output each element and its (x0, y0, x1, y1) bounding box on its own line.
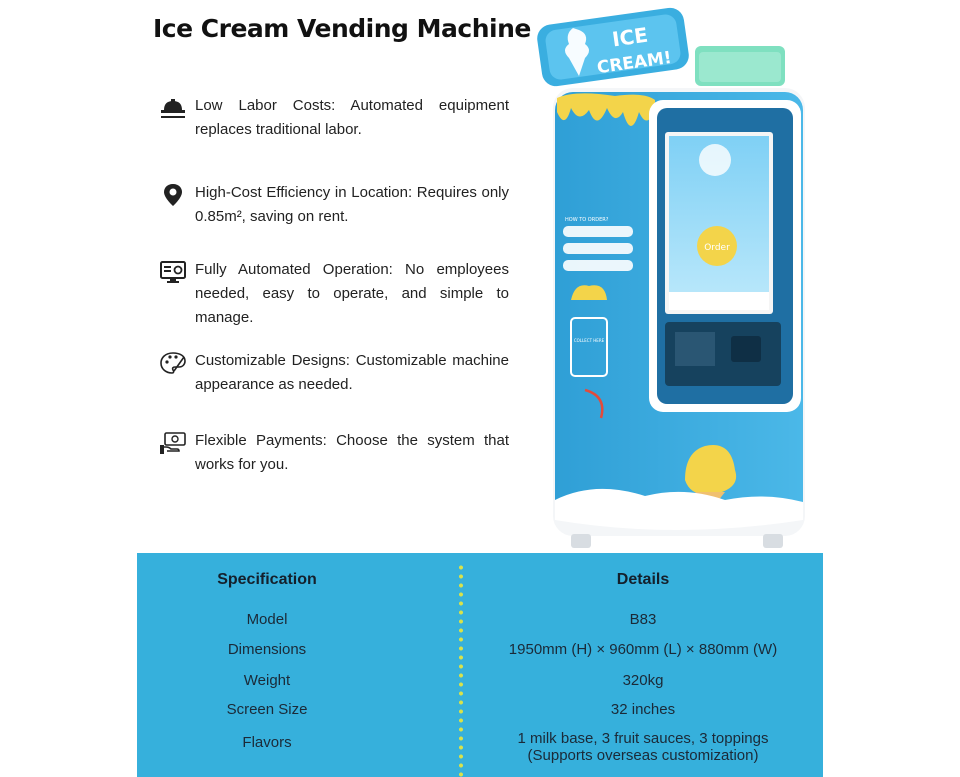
feature-text: Fully Automated Operation: No employees needed, easy to operate, and simple to manage. (195, 261, 509, 326)
specification-table (137, 553, 823, 777)
details-header: Details (616, 571, 670, 588)
payment-hand-icon (159, 431, 187, 455)
feature-text: Customizable Designs: Customizable machine appearance as needed. (195, 352, 509, 393)
how-to-order-label: HOW TO ORDER? (565, 217, 609, 223)
spec-value-model: B83 (629, 611, 657, 628)
spec-value-flavors (477, 730, 809, 764)
product-sheet (137, 0, 823, 777)
dotted-divider (459, 563, 463, 777)
feature-text: Low Labor Costs: Automated equipment replaces traditional labor. (195, 97, 509, 138)
spec-header: Specification (217, 571, 317, 588)
vending-machine-image (535, 0, 823, 556)
feature-low-labor (159, 94, 509, 144)
feature-custom-design (159, 349, 509, 399)
collect-here-label: COLLECT HERE (573, 338, 605, 343)
spec-label-model: Model (246, 611, 288, 628)
feature-text: Flexible Payments: Choose the system that works for you. (195, 432, 509, 473)
logo-text-line1: ICE (610, 22, 650, 52)
worker-helmet-icon (159, 96, 187, 120)
monitor-settings-icon (159, 260, 187, 284)
location-pin-icon (159, 183, 187, 207)
palette-brush-icon (159, 351, 187, 375)
vending-machine-illustration (535, 0, 823, 556)
spec-value-screen-size: 32 inches (610, 701, 676, 718)
spec-label-screen-size: Screen Size (226, 701, 308, 718)
feature-location-efficiency (159, 181, 509, 231)
spec-label-weight: Weight (243, 672, 291, 689)
screen-order-button: Order (704, 243, 730, 253)
spec-label-flavors: Flavors (242, 734, 292, 751)
feature-flexible-payments (159, 429, 509, 479)
spec-value-weight: 320kg (622, 672, 664, 689)
ice-cream-logo (535, 6, 690, 88)
flavors-line-1: 1 milk base, 3 fruit sauces, 3 toppings (517, 730, 769, 747)
page-title: Ice Cream Vending Machine (153, 14, 531, 43)
feature-automated-operation (159, 258, 509, 332)
spec-value-dimensions: 1950mm (H) × 960mm (L) × 880mm (W) (508, 641, 778, 658)
flavors-line-2: (Supports overseas customization) (527, 747, 759, 764)
spec-label-dimensions: Dimensions (227, 641, 307, 658)
logo-text-line2: CREAM! (595, 47, 673, 79)
feature-text: High-Cost Efficiency in Location: Requires only 0.85m², saving on rent. (195, 184, 509, 225)
